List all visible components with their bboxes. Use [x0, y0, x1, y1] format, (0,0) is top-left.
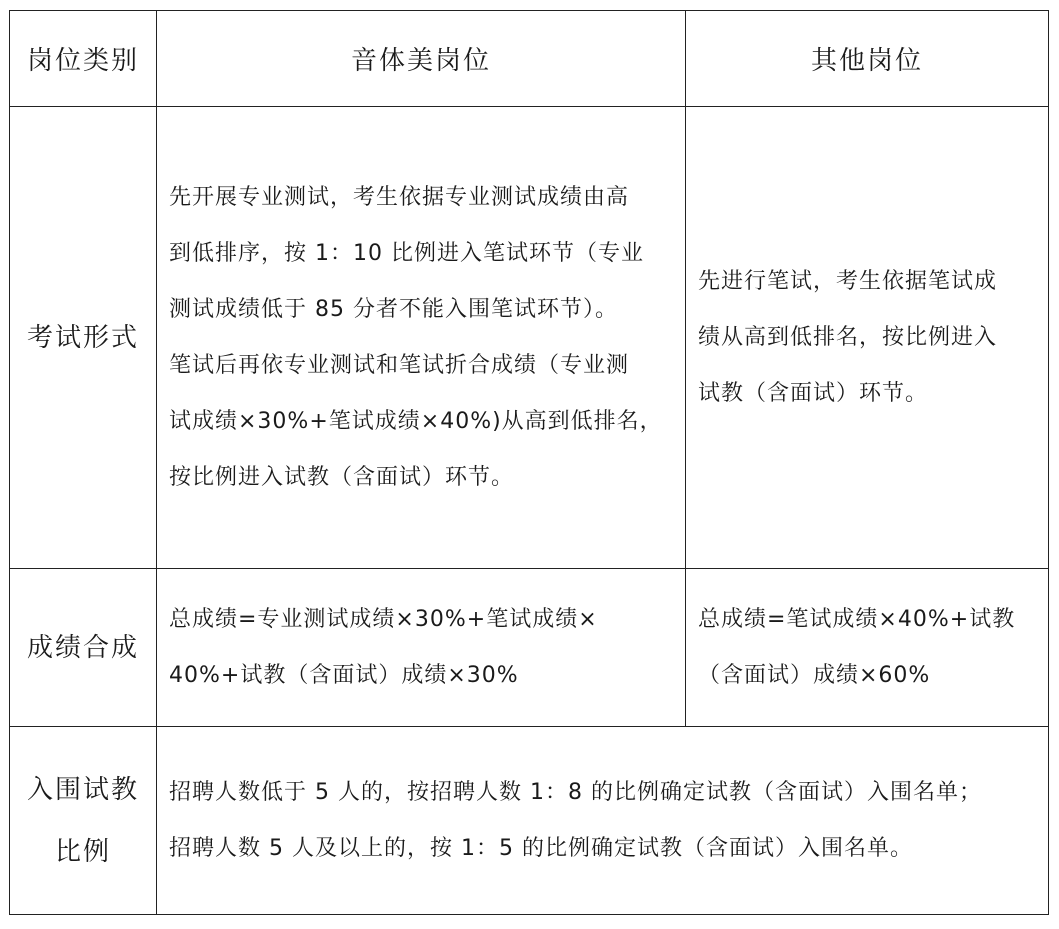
score-msa-line-2: 40%+试教（含面试）成绩×30%	[169, 662, 519, 688]
exam-form-music-sports-art	[157, 107, 686, 569]
table-row-trial-ratio	[10, 727, 1049, 915]
score-msa-line-1: 总成绩=专业测试成绩×30%+笔试成绩×	[169, 606, 598, 632]
table-row-score-composition	[10, 569, 1049, 727]
trial-ratio-line-2: 招聘人数 5 人及以上的，按 1：5 的比例确定试教（含面试）入围名单。	[169, 835, 913, 861]
header-music-sports-art: 音体美岗位	[157, 11, 686, 107]
exam-form-msa-line-3: 测试成绩低于 85 分者不能入围笔试环节）。	[169, 296, 618, 322]
exam-form-other-line-2: 绩从高到低排名，按比例进入	[698, 324, 998, 350]
score-composition-music-sports-art	[157, 569, 686, 727]
label-exam-form: 考试形式	[10, 107, 157, 569]
score-other-line-1: 总成绩=笔试成绩×40%+试教	[698, 606, 1016, 632]
score-other-line-2: （含面试）成绩×60%	[698, 662, 931, 688]
exam-form-msa-line-1: 先开展专业测试，考生依据专业测试成绩由高	[169, 184, 630, 210]
exam-form-msa-line-5: 试成绩×30%+笔试成绩×40%)从高到低排名，	[169, 408, 663, 434]
table-header-row	[10, 11, 1049, 107]
exam-form-msa-line-6: 按比例进入试教（含面试）环节。	[169, 464, 515, 490]
header-other: 其他岗位	[686, 11, 1049, 107]
table-row-exam-form	[10, 107, 1049, 569]
exam-form-msa-line-4: 笔试后再依专业测试和笔试折合成绩（专业测	[169, 352, 630, 378]
exam-form-other-line-1: 先进行笔试，考生依据笔试成	[698, 268, 998, 294]
score-composition-other	[686, 569, 1049, 727]
trial-ratio-content	[157, 727, 1049, 915]
exam-form-other-line-3: 试教（含面试）环节。	[698, 380, 929, 406]
exam-form-other	[686, 107, 1049, 569]
trial-ratio-line-1: 招聘人数低于 5 人的，按招聘人数 1：8 的比例确定试教（含面试）入围名单；	[169, 779, 982, 805]
label-score-composition: 成绩合成	[10, 569, 157, 727]
trial-ratio-label-line-2: 比例	[54, 836, 111, 867]
trial-ratio-label-line-1: 入围试教	[26, 774, 139, 805]
exam-form-msa-line-2: 到低排序，按 1：10 比例进入笔试环节（专业	[169, 240, 644, 266]
header-category: 岗位类别	[10, 11, 157, 107]
label-trial-ratio	[10, 727, 157, 915]
recruitment-exam-table	[9, 10, 1049, 915]
